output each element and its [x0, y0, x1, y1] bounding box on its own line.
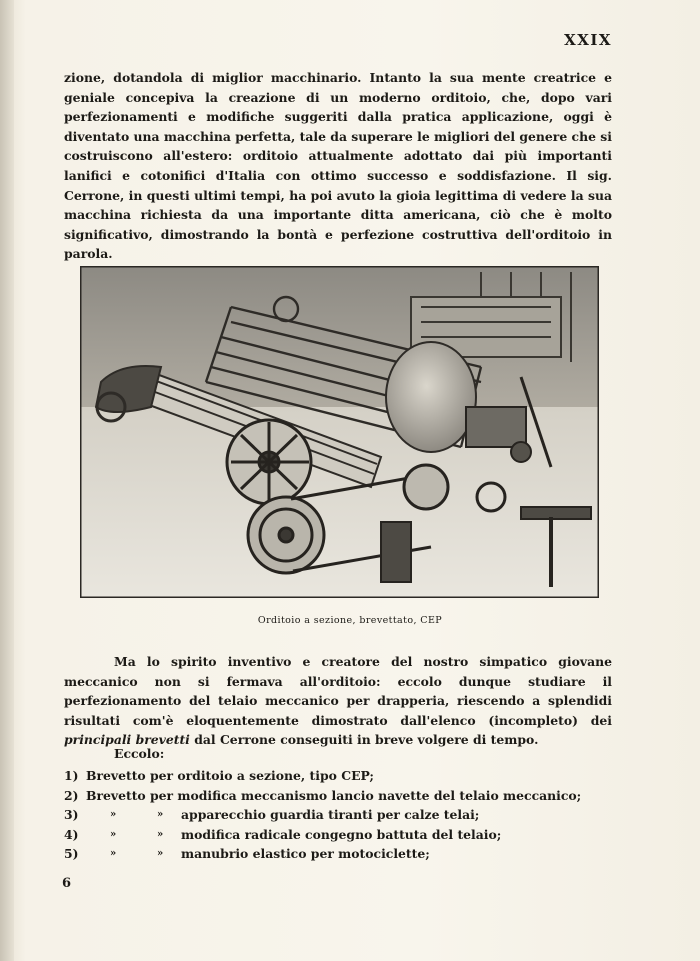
- list-item: [64, 766, 624, 786]
- list-intro: Eccolo:: [114, 746, 165, 761]
- list-item-text: apparecchio guardia tiranti per calze telai;: [181, 807, 480, 823]
- list-item: [64, 786, 624, 806]
- paragraph-2-text: Ma lo spirito inventivo e creatore del nostro simpatico giovane meccanico non si fermava all'orditoio: eccolo dunque studiare il perfezionamento del telaio meccanico per drapperia, riescendo a splendidi risultati com'è eloquentemente dimostrato dall'elenco (incompleto) dei: [64, 654, 612, 728]
- list-item-text: Brevetto per orditoio a sezione, tipo CEP;: [86, 768, 374, 783]
- ditto-mark: »: [157, 809, 164, 821]
- list-item-number: 5): [64, 846, 79, 862]
- ditto-mark: »: [110, 848, 117, 860]
- list-item: [64, 805, 624, 825]
- machine-photograph: [80, 266, 599, 598]
- page-number: 6: [62, 876, 72, 891]
- list-item-number: 2): [64, 787, 79, 803]
- list-item: [64, 844, 624, 864]
- list-item-text: modifica radicale congegno battuta del telaio;: [181, 826, 502, 842]
- page-folio: XXIX: [564, 31, 612, 49]
- ditto-mark: »: [110, 809, 117, 821]
- list-item: [64, 825, 624, 845]
- list-item-number: 4): [64, 826, 79, 842]
- ditto-mark: »: [157, 848, 164, 860]
- patent-list: [64, 766, 624, 864]
- paragraph-2: [64, 652, 612, 750]
- paragraph-2-tail: dal Cerrone conseguiti in breve volgere di tempo.: [194, 732, 539, 748]
- list-item-number: 3): [64, 807, 79, 823]
- paragraph-1: zione, dotandola di miglior macchinario. Intanto la sua mente creatrice e geniale concepiva la creazione di un moderno orditoio, che, dopo vari perfezionamenti e modifiche suggeriti dalla pratica applicazione, oggi è diventato una macchina perfetta, tale da superare le migliori del genere che si costruiscono all'estero: orditoio attualmente adottato dai più importanti lanifici e cotonifici d'Italia con ottimo successo e soddisfazione. Il sig. Cerrone, in questi ultimi tempi, ha poi avuto la gioia legittima di vedere la sua macchina richiesta da una importante ditta americana, ciò che è molto significativo, dimostrando la bontà e perfezione costruttiva dell'orditoio in parola.: [64, 70, 612, 262]
- ditto-mark: »: [157, 828, 164, 840]
- warping-machine-illustration: [81, 267, 598, 597]
- figure-caption: Orditoio a sezione, brevettato, CEP: [257, 615, 443, 626]
- paragraph-2-emphasis: principali brevetti: [64, 732, 190, 748]
- list-item-text: manubrio elastico per motociclette;: [181, 846, 430, 862]
- list-item-number: 1): [64, 768, 79, 783]
- ditto-mark: »: [110, 828, 117, 840]
- list-item-text: Brevetto per modifica meccanismo lancio navette del telaio meccanico;: [86, 787, 582, 803]
- page-spine-shadow: [0, 0, 14, 961]
